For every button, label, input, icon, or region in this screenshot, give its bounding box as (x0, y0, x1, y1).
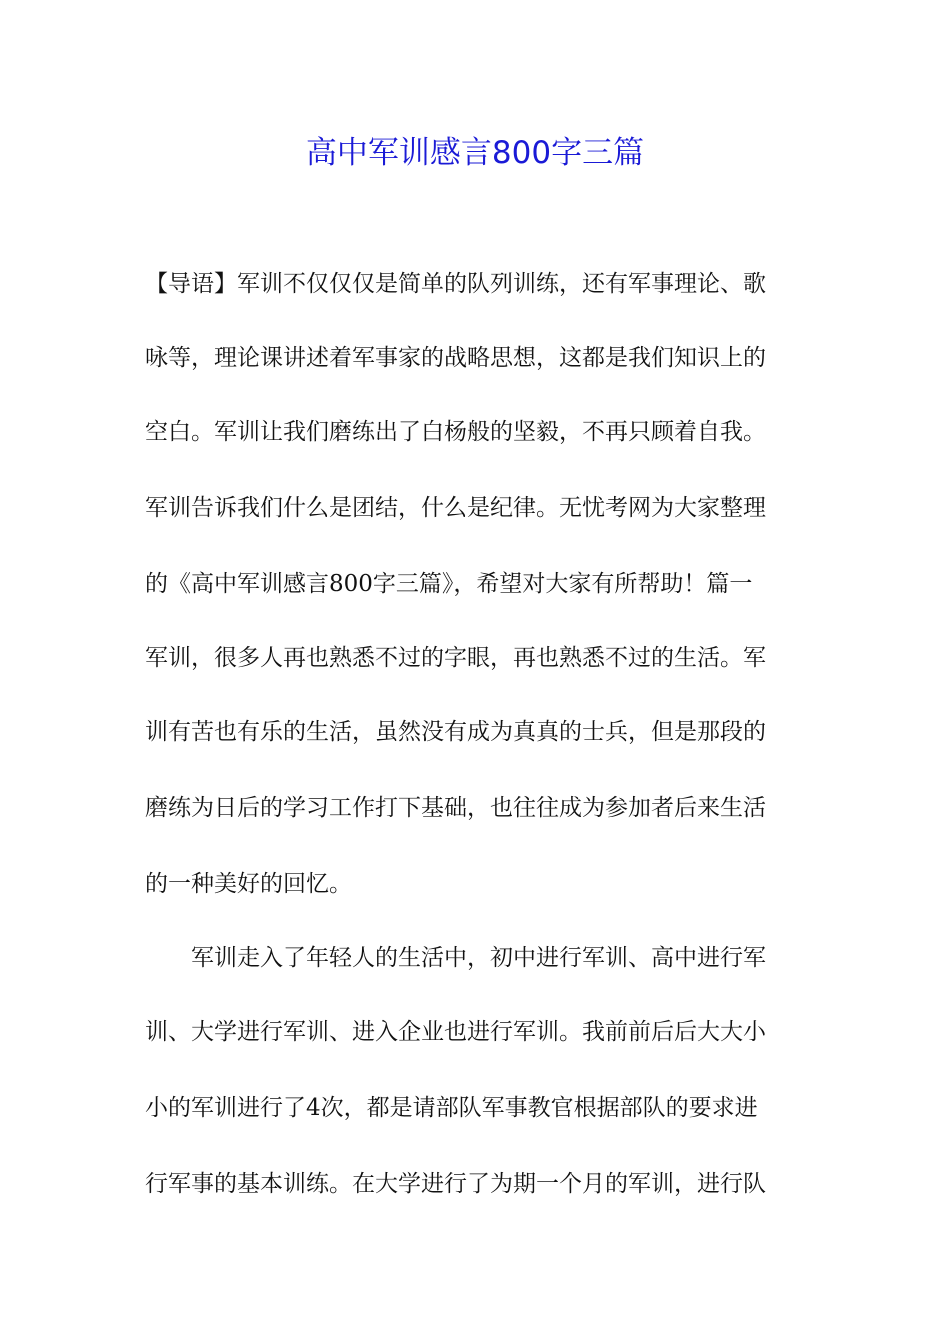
body-line-4: 军训告诉我们什么是团结，什么是纪律。无忧考网为大家整理 (145, 495, 766, 521)
body-line-12: 小的军训进行了4次，都是请部队军事教官根据部队的要求进 (145, 1095, 758, 1121)
body-line-2: 咏等，理论课讲述着军事家的战略思想，这都是我们知识上的 (145, 345, 766, 371)
body-line-9: 的一种美好的回忆。 (145, 871, 352, 897)
body-line-5: 的《高中军训感言800字三篇》，希望对大家有所帮助！篇一 (145, 571, 753, 597)
body-line-13: 行军事的基本训练。在大学进行了为期一个月的军训，进行队 (145, 1171, 766, 1197)
body-line-8: 磨练为日后的学习工作打下基础，也往往成为参加者后来生活 (145, 795, 766, 821)
body-line-10: 军训走入了年轻人的生活中，初中进行军训、高中进行军 (145, 945, 766, 971)
body-line-6: 军训，很多人再也熟悉不过的字眼，再也熟悉不过的生活。军 (145, 645, 766, 671)
body-line-7: 训有苦也有乐的生活，虽然没有成为真真的士兵，但是那段的 (145, 719, 766, 745)
document-title: 高中军训感言800字三篇 (305, 135, 645, 171)
body-line-3: 空白。军训让我们磨练出了白杨般的坚毅，不再只顾着自我。 (145, 419, 766, 445)
body-line-1: 【导语】军训不仅仅仅是简单的队列训练，还有军事理论、歌 (145, 271, 766, 297)
body-line-11: 训、大学进行军训、进入企业也进行军训。我前前后后大大小 (145, 1019, 766, 1045)
